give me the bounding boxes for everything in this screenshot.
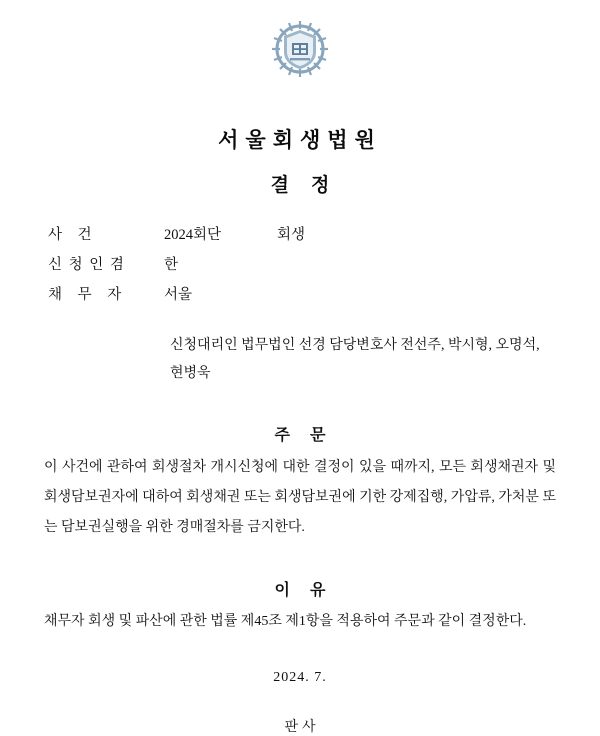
case-meta-block [0, 223, 600, 304]
meta-row [48, 253, 600, 274]
attorney-line-2: 현병욱 [170, 366, 211, 381]
case-type: 회생 [277, 227, 306, 243]
document-title: 결정 [270, 175, 352, 196]
judge-label: 판사 [284, 720, 320, 736]
attorney-line-1: 신청대리인 법무법인 선경 담당변호사 전선주, 박시형, 오명석, [170, 338, 540, 353]
order-text: 이 사건에 관하여 회생절차 개시신청에 대한 결정이 있을 때까지, 모든 회생채권자 및 회생담보권자에 대하여 회생채권 또는 회생담보권에 기한 강제집행, 가압류, 가처분 또는 담보권실행을 위한 경매절차를 금지한다. [44, 460, 556, 536]
meta-value-debtor: 서울 [164, 287, 193, 303]
meta-value-case [164, 223, 600, 244]
case-number: 2024회단 [164, 227, 222, 243]
korean-court-emblem [269, 18, 331, 80]
decision-date: 2024. 7. [273, 670, 327, 686]
meta-label-case: 사 건 [48, 227, 98, 243]
emblem-container [0, 0, 600, 80]
meta-label-applicant: 신 청 인 겸 [48, 257, 126, 273]
attorney-block [0, 332, 600, 388]
meta-value-applicant: 한 [164, 257, 179, 273]
order-heading: 주문 [274, 427, 346, 444]
reason-text: 채무자 회생 및 파산에 관한 법률 제45조 제1항을 적용하여 주문과 같이 결정한다. [44, 614, 527, 630]
meta-row [48, 283, 600, 304]
reason-heading: 이유 [274, 582, 346, 600]
meta-label-debtor: 채 무 자 [48, 287, 128, 303]
meta-row [48, 223, 600, 244]
court-title: 서울회생법원 [218, 128, 382, 152]
